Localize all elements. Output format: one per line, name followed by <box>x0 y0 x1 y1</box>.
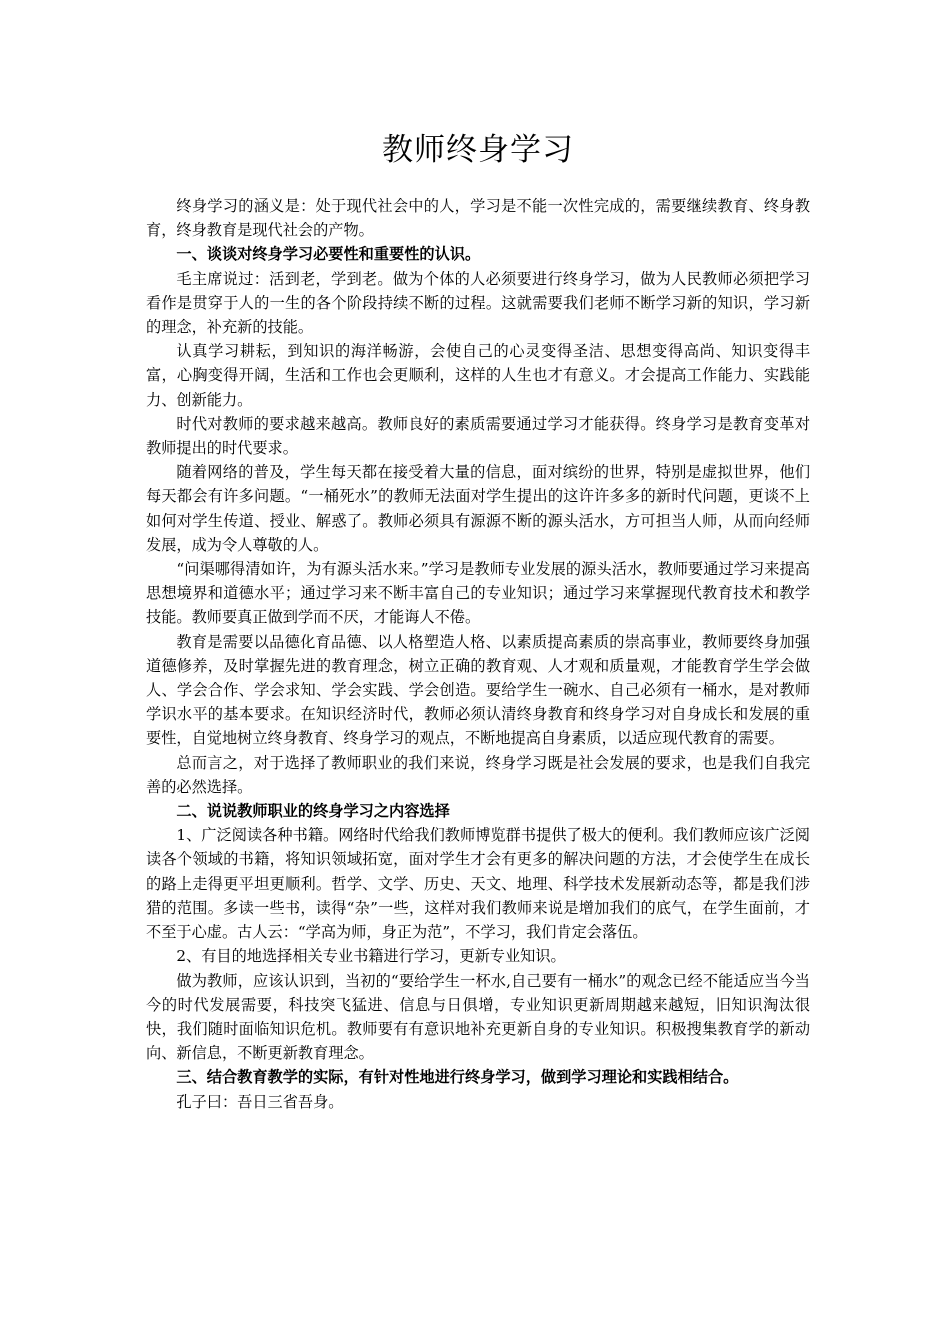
body-paragraph: “问渠哪得清如许，为有源头活水来。”学习是教师专业发展的源头活水，教师要通过学习来提高思想境界和道德水平；通过学习来不断丰富自己的专业知识；通过学习来掌握现代教育技术和教学技能。教师要真正做到学而不厌，才能诲人不倦。 <box>146 560 810 627</box>
body-paragraph: 1、广泛阅读各种书籍。网络时代给我们教师博览群书提供了极大的便利。我们教师应该广泛阅读各个领域的书籍，将知识领域拓宽，面对学生才会有更多的解决问题的方法，才会使学生在成长的路上走得更平坦更顺利。哲学、文学、历史、天文、地理、科学技术发展新动态等，都是我们涉猎的范围。多读一些书，读得“杂”一些，这样对我们教师来说是增加我们的底气，在学生面前，才不至于心虚。古人云：“学高为师，身正为范”，不学习，我们肯定会落伍。 <box>146 826 810 942</box>
section-heading: 二、说说教师职业的终身学习之内容选择 <box>176 802 450 821</box>
body-paragraph: 认真学习耕耘，到知识的海洋畅游，会使自己的心灵变得圣洁、思想变得高尚、知识变得丰富，心胸变得开阔，生活和工作也会更顺利，这样的人生也才有意义。才会提高工作能力、实践能力、创新能力。 <box>146 342 810 409</box>
document-page <box>146 0 810 1114</box>
body-paragraph: 终身学习的涵义是：处于现代社会中的人，学习是不能一次性完成的，需要继续教育、终身教育，终身教育是现代社会的产物。 <box>146 197 810 240</box>
document-title: 教师终身学习 <box>382 132 574 168</box>
body-paragraph: 总而言之，对于选择了教师职业的我们来说，终身学习既是社会发展的要求，也是我们自我完善的必然选择。 <box>146 753 810 796</box>
body-paragraph: 教育是需要以品德化育品德、以人格塑造人格、以素质提高素质的崇高事业，教师要终身加强道德修养，及时掌握先进的教育理念，树立正确的教育观、人才观和质量观，才能教育学生学会做人、学会合作、学会求知、学会实践、学会创造。要给学生一碗水、自己必须有一桶水，是对教师学识水平的基本要求。在知识经济时代，教师必须认清终身教育和终身学习对自身成长和发展的重要性，自觉地树立终身教育、终身学习的观点，不断地提高自身素质，以适应现代教育的需要。 <box>146 632 810 748</box>
section-heading: 一、谈谈对终身学习必要性和重要性的认识。 <box>176 245 481 264</box>
body-paragraph: 2、有目的地选择相关专业书籍进行学习，更新专业知识。 <box>176 947 566 966</box>
document-body <box>146 194 810 1114</box>
body-paragraph: 做为教师，应该认识到，当初的“要给学生一杯水,自己要有一桶水”的观念已经不能适应当今当今的时代发展需要，科技突飞猛进、信息与日俱增，专业知识更新周期越来越短，旧知识淘汰很快，我们随时面临知识危机。教师要有有意识地补充更新自身的专业知识。积极搜集教育学的新动向、新信息，不断更新教育理念。 <box>146 971 810 1063</box>
body-paragraph: 时代对教师的要求越来越高。教师良好的素质需要通过学习才能获得。终身学习是教育变革对教师提出的时代要求。 <box>146 414 810 458</box>
body-paragraph: 随着网络的普及，学生每天都在接受着大量的信息，面对缤纷的世界，特别是虚拟世界，他们每天都会有许多问题。“一桶死水”的教师无法面对学生提出的这许许多多的新时代问题，更谈不上如何对学生传道、授业、解惑了。教师必须具有源源不断的源头活水，方可担当人师，从而向经师发展，成为令人尊敬的人。 <box>146 463 810 554</box>
section-heading: 三、结合教育教学的实际，有针对性地进行终身学习，做到学习理论和实践相结合。 <box>176 1068 739 1087</box>
body-paragraph: 孔子曰：吾日三省吾身。 <box>176 1092 344 1111</box>
body-paragraph: 毛主席说过：活到老，学到老。做为个体的人必须要进行终身学习，做为人民教师必须把学习看作是贯穿于人的一生的各个阶段持续不断的过程。这就需要我们老师不断学习新的知识，学习新的理念，补充新的技能。 <box>146 269 810 337</box>
